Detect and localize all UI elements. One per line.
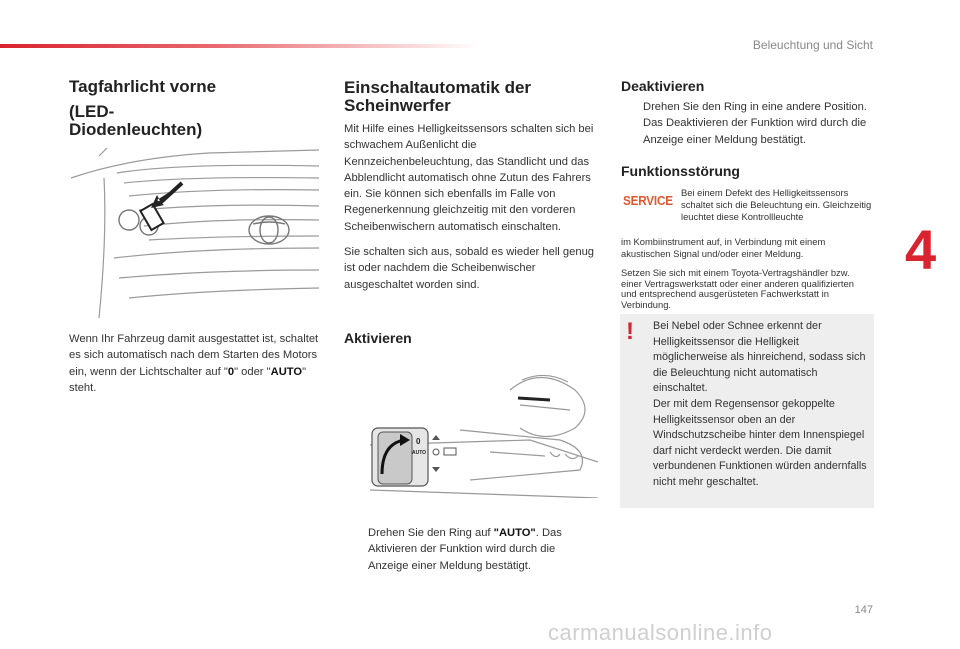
switch-label-auto: AUTO <box>412 450 427 456</box>
text-run: Wenn Ihr Fahrzeug damit ausgestattet ist, schaltet es sich automatisch nach dem Starten des Motors ein, wenn der Lichtschalter auf " <box>69 333 319 378</box>
heading-daytime-lights <box>69 78 216 96</box>
bold-value: AUTO <box>270 365 303 378</box>
col1-paragraph <box>69 331 324 396</box>
heading-deactivate <box>621 79 704 94</box>
switch-label-zero: 0 <box>416 437 421 446</box>
service-text-continued: im Kombiinstrument auf, in Verbindung mit einem akustischen Signal und/oder einer Meldung. <box>621 236 826 260</box>
section-title: Beleuchtung und Sicht <box>752 38 873 52</box>
text-run: " oder " <box>234 365 271 378</box>
header-accent-bar <box>0 44 480 48</box>
heading-line: Tagfahrlicht vorne <box>69 77 217 96</box>
col2-paragraph2: Sie schalten sich aus, sobald es wieder hell genug ist oder nachdem die Scheibenwischer ausgeschaltet worden sind. <box>344 246 595 291</box>
col3-bullet-text: Drehen Sie den Ring in eine andere Position. Das Deaktivieren der Funktion wird durch die Anzeige einer Meldung bestätigt. <box>643 101 867 146</box>
heading-line: Funktionsstörung <box>621 163 740 179</box>
page-number: 147 <box>854 604 873 616</box>
heading-malfunction <box>621 164 740 179</box>
service-text: Bei einem Defekt des Helligkeitssensors schaltet sich die Beleuchtung ein. Gleichzeitig leuchtet diese Kontrollleuchte <box>681 187 872 223</box>
heading-auto-headlights <box>344 79 531 115</box>
heading-line: Einschaltautomatik der <box>344 78 532 97</box>
heading-activate <box>344 331 412 346</box>
light-switch-drawing <box>370 370 598 498</box>
col2-bullet-text <box>368 525 593 574</box>
heading-line: Diodenleuchten) <box>69 119 203 139</box>
car-front-drawing <box>69 148 319 318</box>
bold-value: 0 <box>227 365 235 378</box>
text-run: . Das Aktivieren der Funktion wird durch die Anzeige einer Meldung bestätigt. <box>368 527 562 572</box>
text-run: Drehen Sie den Ring auf <box>368 527 494 539</box>
heading-led <box>69 103 202 139</box>
service-warning-icon: SERVICE <box>623 193 673 208</box>
warning-text-1: Bei Nebel oder Schnee erkennt der Helligkeitssensor die Helligkeit möglicherweise als hinreichend, sodass sich die Beleuchtung nicht automatisch einschaltet. <box>653 320 866 395</box>
car-front-illustration <box>69 148 319 318</box>
warning-exclamation-icon: ! <box>626 318 634 345</box>
heading-line: Deaktivieren <box>621 78 705 94</box>
warning-text-2: Der mit dem Regensensor gekoppelte Helligkeitssensor oben an der Windschutzscheibe hinter dem Innenspiegel darf nicht verdeckt werden. Die damit verbundenen Funktionen würden andernfalls nicht mehr geschaltet. <box>653 398 867 488</box>
chapter-number: 4 <box>905 218 937 281</box>
bold-value: "AUTO" <box>493 527 536 539</box>
dealer-text: Setzen Sie sich mit einem Toyota-Vertragshändler bzw. einer Vertragswerkstatt oder einer anderen qualifizierten und entsprechend ausgerüsteten Fachwerkstatt in Verbindung. <box>621 267 854 310</box>
heading-line: (LED- <box>69 102 115 121</box>
light-switch-illustration <box>370 370 598 498</box>
watermark: carmanualsonline.info <box>548 620 773 645</box>
text-run: " steht. <box>69 365 307 394</box>
col2-paragraph1: Mit Hilfe eines Helligkeitssensors schalten sich bei schwachem Außenlicht die Kennzeichenbeleuchtung, das Standlicht und das Abblendlicht automatisch ohne Zutun des Fahrers ein. Sie können sich ebenfalls im Falle von Regenerkennung gleichzeitig mit den vorderen Scheibenwischern automatisch einschalten. <box>344 123 594 233</box>
heading-line: Scheinwerfer <box>344 95 451 115</box>
heading-line: Aktivieren <box>344 330 412 346</box>
